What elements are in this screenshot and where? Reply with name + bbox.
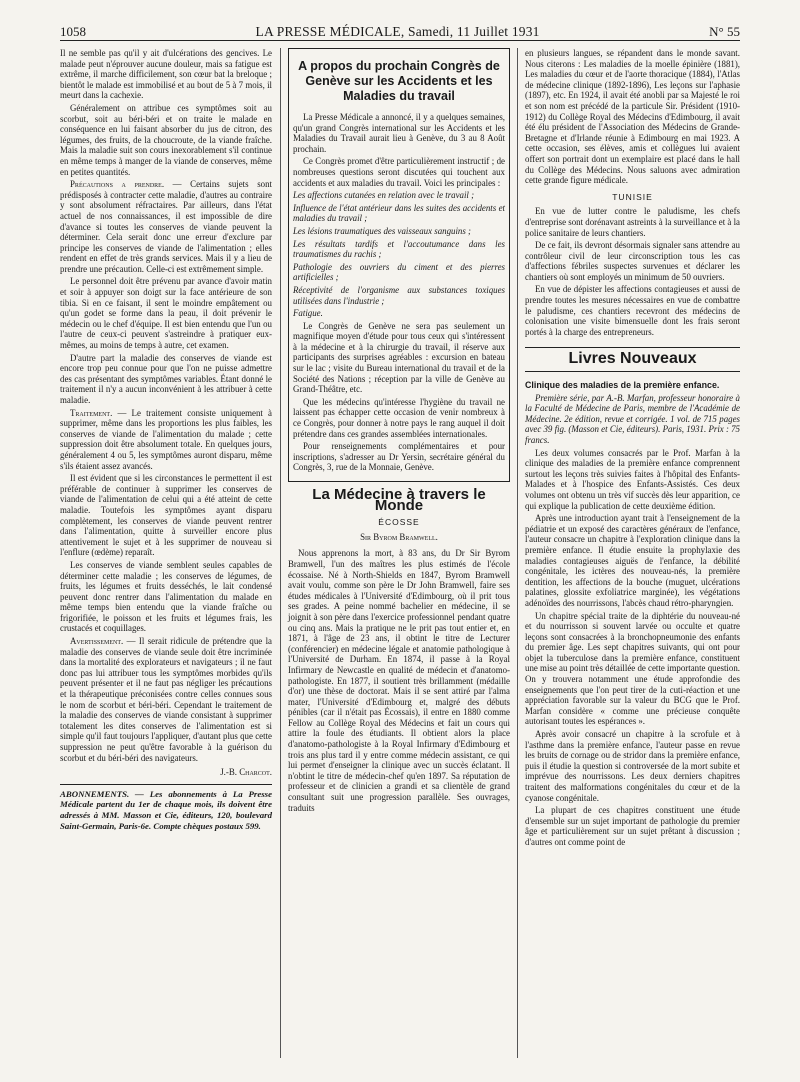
article-byline: Sir Byrom Bramwell.	[360, 531, 438, 542]
paragraph-text: — Le traitement consiste uniquement à supprimer, même dans les proportions les plus faibles, les conserves de viande de l'alimentation du malade ; cette suppression doit être absolument totale. En quelques jours, généralement 4 ou 5, les symptômes auront disparu, même s'ils étaient assez avancés.	[60, 407, 272, 471]
paragraph: Les conserves de viande semblent seules capables de déterminer cette maladie ; les conserves de légumes, de fruits, les légumes et fruits desséchés, le lait condensé peuvent donc rentrer dans l'alimentation du malade en même temps bien entendu que la viande fraîche ou frigorifiée, le poisson et les fruits et légumes frais, les crustacés et coquillages.	[60, 559, 272, 634]
paragraph	[60, 179, 272, 274]
paragraph: La plupart de ces chapitres constituent une étude d'ensemble sur un sujet important de pathologie du premier âge et particulièrement sur un sujet prêtant à discussion ; d'autres ont comme point de	[525, 805, 740, 847]
paragraph	[60, 408, 272, 472]
country-heading: TUNISIE	[612, 191, 653, 202]
congress-title: A propos du prochain Congrès de Genève sur les Accidents et les Maladies du travail	[298, 59, 500, 103]
paragraph: Un chapitre spécial traite de la diphtérie du nouveau-né et du nourrisson si souvent larvée ou occulte et quatre leçons sont consacrées à la bronchopneumonie des enfants du premier âge. Les sept chapitres suivants, qui ont pour objet la tuberculose dans la première enfance, constituent une mise au point très détaillée de cette importante question. On y trouvera notamment une étude approfondie des enseignements que l'on peut tirer de la cuti-réaction et une appréciation favorable sur la valeur du BCG que le Prof. Marfan considère « comme une précieuse conquête autorisant toutes les espérances ».	[525, 610, 740, 727]
running-header	[60, 16, 740, 41]
topic-item: Fatigue.	[293, 308, 323, 319]
page-number: 1058	[60, 24, 86, 39]
paragraph: en plusieurs langues, se répandent dans le monde savant. Nous citerons : Les maladies de la moelle épinière (1881), Les maladies du cœur et de l'aorte thoracique (1884), l'Atlas de médecine clinique (1892-1896), Les leçons sur l'aphasie (1897), etc. En 1924, il avait été anobli par sa Majesté le roi et son nom est précédé de la particule Sir. Président (1910-1912) du Collège Royal des Médecins d'Edimbourg, il avait été élu président de l'Association des Médecins de Grande-Bretagne et d'Irlande réunie à Edimbourg en mai 1923. A cette occasion, ses élèves, amis et collègues lui avaient offert son portrait dont un exemplaire est placé dans le hall du Collège des Médecins. Nous saluons avec admiration cette grande figure médicale.	[525, 48, 740, 186]
journal-title: LA PRESSE MÉDICALE, Samedi, 11 Juillet 1931	[255, 24, 540, 39]
paragraph-text: — Il serait ridicule de prétendre que la maladie des conserves de viande seule doit être incriminée dans la mortalité des explorateurs et navigateurs ; il ne faut donc pas lui attribuer tous les symptômes morbides qu'ils peuvent présenter et il ne faut pas négliger les précautions et la thérapeutique préconisées contre celles connues sous le nom de scorbut et béri-béri. Cependant le traitement de la maladie des conserves de viande consistant à supprimer totalement les dites conserves de l'alimentation est si simple qu'il faut toujours l'appliquer, d'autant plus que cette suppression ne peut qu'être favorable à la guérison du scorbut et du béri-béri des navigateurs.	[60, 636, 272, 763]
topic-item: Pathologie des ouvriers du ciment et des pierres artificielles ;	[293, 261, 505, 283]
topic-item: Les lésions traumatiques des vaisseaux sanguins ;	[293, 225, 471, 236]
paragraph: La Presse Médicale a annoncé, il y a quelques semaines, qu'un grand Congrès international sur les Accidents et les Maladies du Travail aurait lieu à Genève, du 3 au 8 Août prochain.	[293, 112, 505, 154]
paragraph: Il ne semble pas qu'il y ait d'ulcérations des gencives. Le malade peut n'éprouver aucune douleur, mais sa fatigue est extrême, il marche difficilement, son cœur bat la breloque ; bientôt le malade est immobilisé et au bout de 5 à 7 mois, il meurt dans la cachexie.	[60, 48, 272, 101]
paragraph: Le Congrès de Genève ne sera pas seulement un magnifique moyen d'étude pour tous ceux qui s'intéressent à la médecine et à la chirurgie du travail, il réserve aux participants des surprises agréables : excursion en bateau sur le lac ; visite du Bureau international du travail et de la Société des Nations ; réception par la ville de Genève au Grand-Théâtre, etc.	[293, 320, 505, 395]
section-lead: Avertissement.	[70, 636, 124, 647]
rule	[60, 784, 272, 785]
paragraph: Ce Congrès promet d'être particulièrement instructif ; de nombreuses questions seront discutées qui touchent aux accidents et aux maladies du travail. Voici les principales :	[293, 156, 505, 188]
paragraph: Pour renseignements complémentaires et pour inscriptions, s'adresser au Dr Yersin, secrétaire général du Congrès, 3, rue de la Monnaie, Genève.	[293, 441, 505, 473]
paragraph: Les deux volumes consacrés par le Prof. Marfan à la clinique des maladies de la première enfance comprennent surtout les leçons très suivies faites à l'hôpital des Enfants-Malades et à l'hospice des Enfants-Assistés. Ces deux volumes ont obtenu un très vif succès dès leur apparition, ce qui explique la publication de cette deuxième édition.	[525, 447, 740, 511]
paragraph: En vue de dépister les affections contagieuses et aussi de prendre toutes les mesures nécessaires en vue de combattre le paludisme, ces chantiers recevront des médecins de colonisation une visite bimensuelle dont les frais seront portés à la charge des entrepreneurs.	[525, 284, 740, 337]
book-title: Clinique des maladies de la première enfance.	[525, 380, 720, 391]
column-left	[60, 48, 272, 833]
world-section-title: La Médecine à travers le Monde	[312, 486, 486, 514]
topic-item: Influence de l'état antérieur dans les suites des accidents et maladies du travail ;	[293, 202, 505, 224]
column-divider	[517, 48, 518, 1058]
section-lead: Précautions a prendre.	[70, 179, 165, 190]
topic-item: Les affections cutanées en relation avec le travail ;	[293, 190, 475, 201]
paragraph: Après avoir consacré un chapitre à la scrofule et à l'asthme dans la première enfance, l'auteur passe en revue les bruits de cornage ou de stridor dans la première enfance, puis il étudie la question si controversée de la mort subite et imprévue des nourrissons. Les deux derniers chapitres traitent des malformations congénitales du cœur et de la cyanose congénitale.	[525, 729, 740, 803]
subscription-notice: ABONNEMENTS. — Les abonnements à La Presse Médicale partent du 1er de chaque mois, ils doivent être adressés à MM. Masson et Cie, éditeurs, 120, boulevard Saint-Germain, Paris-6e. Compte chèques postaux 599.	[60, 788, 272, 831]
topic-item: Réceptivité de l'organisme aux substances toxiques utilisées dans l'industrie ;	[293, 284, 505, 306]
books-section-title: Livres Nouveaux	[525, 347, 740, 372]
paragraph: Nous apprenons la mort, à 83 ans, du Dr Sir Byrom Bramwell, l'un des maîtres les plus estimés de l'école écossaise. Né à North-Shields en 1847, Byrom Bramwell avait voulu, comme son père le Dr John Bramwell, faire ses études médicales à l'Université d'Edimbourg, où il prit tous ses grades. A peine nommé bachelier en médecine, il se joignit à son père dans l'exercice professionnel pendant quatre ou cinq ans. Mais la pratique ne le prit pas tout entier et, en 1871, à l'âge de 23 ans, il obtint le titre de Lecturer (conférencier) en médecine légale et anatomie pathologique à l'Université de Durham. En 1874, il passe à la Royal Infirmary de Newcastle en qualité de médecin et d'anatomo-pathologiste. En 1877, il soutient très brillamment (médaille d'or) une thèse de doctorat. Mais il se sent attiré par l'alma mater, l'Université d'Edimbourg et, malgré des débuts pénibles (car il n'était pas Écossais), il entre en 1880 comme Fellow au Collège Royal des Médecins et fait un cours qui attire la foule des étudiants. Il obtient alors la place d'anatomo-pathologiste à la Royal Infirmary d'Edimbourg et trois ans plus tard il y entre comme médecin assistant, ce qui lui permet d'enseigner la clinique avec un succès éclatant. Il n'obtint le titre de médecin-chef qu'en 1897. Sa réputation de professeur et de clinicien a grandi et sa clientèle de grand consultant suit une progression parallèle. Ses ouvrages, traduits	[288, 548, 510, 813]
column-middle	[288, 48, 510, 815]
paragraph: Généralement on attribue ces symptômes soit au scorbut, soit au béri-béri et on traite le malade en conséquence en lui faisant absorber du jus de citron, des légumes, des fruits, de la choucroute, de la viande fraîche. Mais la maladie suit son cours inexorablement s'il continue en même temps à manger de la viande de conserves, même en petites quantités.	[60, 102, 272, 177]
paragraph: De ce fait, ils devront désormais signaler sans attendre au contrôleur civil de leur circonscription tous les cas d'affections fébriles suspectes survenues et déclarer les chantiers où sont employés un minimum de 50 ouvriers.	[525, 240, 740, 282]
paragraph	[60, 636, 272, 763]
column-divider	[280, 48, 281, 1058]
paragraph: D'autre part la maladie des conserves de viande est encore trop peu connue pour que l'on ne puisse admettre des cas présentant des symptômes variables. Étant donné le traitement il n'y a aucun inconvénient à les attribuer à cette maladie.	[60, 352, 272, 405]
paragraph-text: — Certains sujets sont prédisposés à contracter cette maladie, d'autres au contraire y sont absolument réfractaires. Par ailleurs, dans l'état actuel de nos connaissances, il est impossible de dire d'avance si toutes les conserves de viande peuvent la déterminer. Cela serait donc une erreur d'exclure par principe les conserves de viande de l'alimentation ; elles rendent en effet de très grands services. Mais il y a lieu de prendre une précaution. Celle-ci est extrêmement simple.	[60, 179, 272, 274]
congress-box	[288, 48, 510, 482]
author-signature: J.-B. Charcot.	[220, 767, 272, 778]
paragraph: Après une introduction ayant trait à l'enseignement de la pédiatrie et un exposé des caractères généraux de l'enfance, l'auteur consacre un chapitre à l'exploration clinique dans la première enfance. Il étudie ensuite la prophylaxie des maladies contagieuses aiguës de l'enfance, la débilité congénitale, les ictères des nouveau-nés, la première dentition, les affections de la bouche (muguet, ulcérations palatines, glossite exfoliatrice marginée), les végétations adénoïdes des nourrissons, l'abcès chaud rétro-pharyngien.	[525, 513, 740, 608]
country-heading: ÉCOSSE	[378, 517, 420, 528]
paragraph: Le personnel doit être prévenu par avance d'avoir matin et soir à appuyer son doigt sur la face antérieure de son tibia. Si en ce faisant, il sent le moindre empâtement ou qu'un godet se forme dans la peau, il doit prévenir le médecin ou le chef d'équipe. Il est bien entendu que l'un ou l'autre de ceux-ci peuvent s'astreindre à pratiquer eux-mêmes, au moins de temps à autre, cet examen.	[60, 276, 272, 351]
paragraph: Que les médecins qu'intéresse l'hygiène du travail ne laissent pas échapper cette occasion de venir nombreux à ce Congrès, pour donner à notre pays le rang auquel il doit prétendre dans ces grandes assemblées internationales.	[293, 396, 505, 439]
paragraph: En vue de lutter contre le paludisme, les chefs d'entreprise sont dorénavant astreints à la surveillance et à la police sanitaire de leurs chantiers.	[525, 206, 740, 238]
topic-item: Les résultats tardifs et l'accoutumance dans les traumatismes du rachis ;	[293, 238, 505, 260]
issue-number: N° 55	[709, 24, 740, 39]
book-info: Première série, par A.-B. Marfan, professeur honoraire à la Faculté de Médecine de Paris, membre de l'Académie de Médecine. 2e édition, revue et corrigée. 1 vol. de 715 pages avec 39 fig. (Masson et Cie, éditeurs). Paris, 1931. Prix : 75 francs.	[525, 392, 740, 445]
column-right	[525, 48, 740, 850]
paragraph: Il est évident que si les circonstances le permettent il est préférable de continuer à supprimer les conserves de viande de l'alimentation de celui qui a été atteint de cette maladie. Toutefois les symptômes ayant disparu complètement, les conserves de viande peuvent rentrer dans l'alimentation, quitte à surveiller encore plus attentivement le sujet et à les supprimer de nouveau si l'enflure (œdème) reparaît.	[60, 473, 272, 558]
section-lead: Traitement.	[70, 407, 113, 418]
